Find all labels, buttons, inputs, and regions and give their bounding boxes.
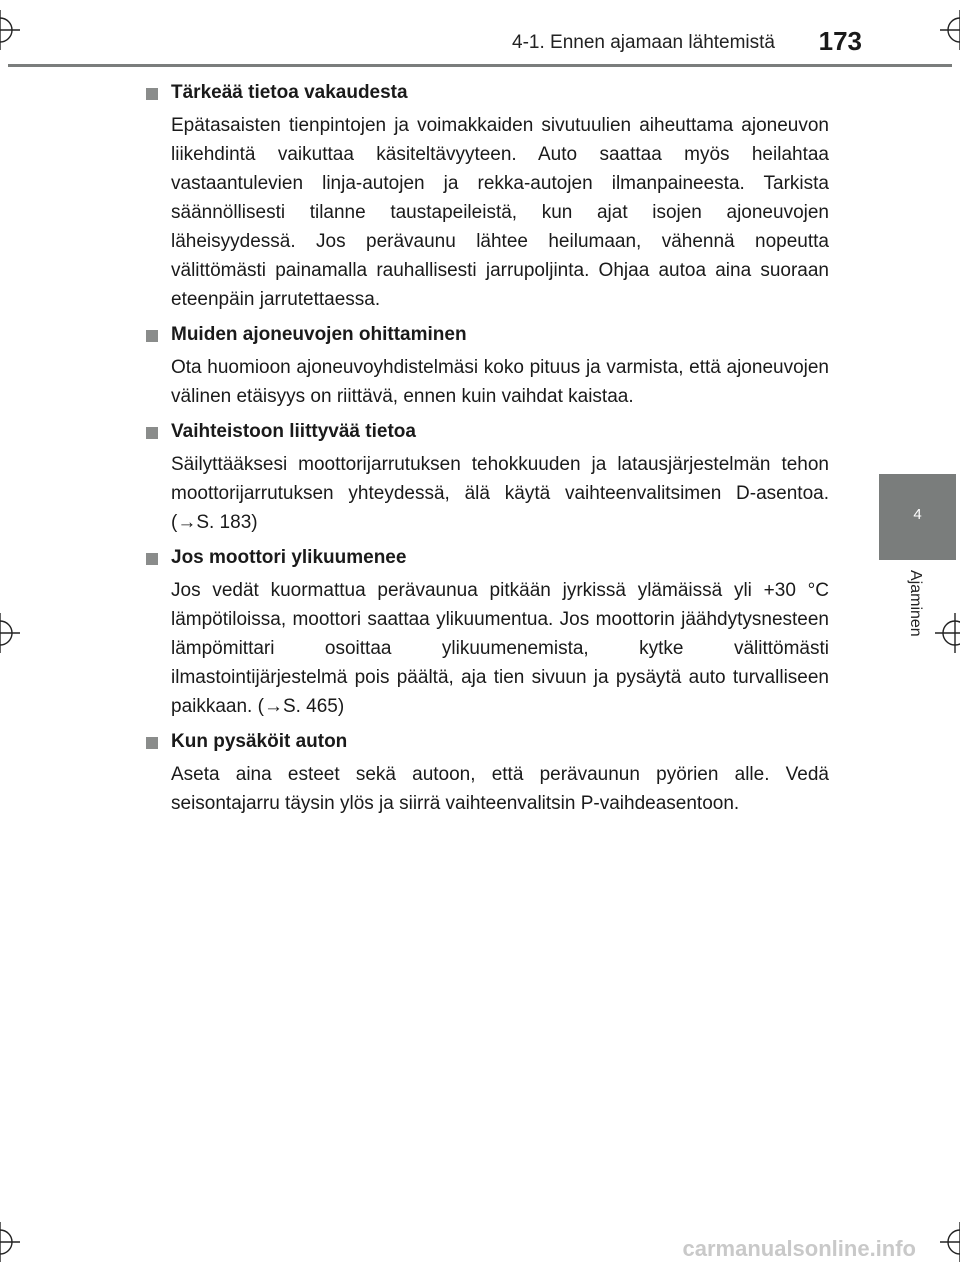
- chapter-label: Ajaminen: [907, 570, 924, 637]
- page-number: 173: [818, 26, 862, 56]
- section-title-text: Vaihteistoon liittyvää tietoa: [171, 421, 416, 442]
- section-title-text: Jos moottori ylikuumenee: [171, 547, 407, 568]
- crop-mark-bottom-right: [940, 1222, 960, 1262]
- section-title: [146, 78, 829, 108]
- square-bullet-icon: [146, 330, 158, 342]
- section-title: [146, 727, 829, 757]
- square-bullet-icon: [146, 427, 158, 439]
- section-transmission: [146, 417, 829, 537]
- section-heading: 4-1. Ennen ajamaan lähtemistä: [512, 32, 775, 53]
- page-content: [146, 78, 829, 824]
- chapter-number: 4: [913, 506, 922, 523]
- crop-mark-bottom-left: [0, 1222, 20, 1262]
- header-rule: [8, 64, 952, 67]
- chapter-tab: [879, 474, 956, 560]
- section-body: Säilyttääksesi moottorijarrutuksen tehokkuuden ja latausjärjestelmän tehon moottorijarrutuksen yhteydessä, älä käytä vaihteenvalitsimen D-asentoa. (→S. 183): [171, 454, 829, 533]
- section-title-text: Muiden ajoneuvojen ohittaminen: [171, 324, 467, 345]
- crop-mark-mid-left: [0, 613, 20, 653]
- section-title: [146, 543, 829, 573]
- section-body: Aseta aina esteet sekä autoon, että perävaunun pyörien alle. Vedä seisontajarru täysin ylös ja siirrä vaihteenvalitsin P-vaihdeasentoon.: [171, 764, 829, 814]
- section-title: [146, 417, 829, 447]
- square-bullet-icon: [146, 737, 158, 749]
- crop-mark-mid-right: [935, 613, 960, 653]
- page-header: [0, 0, 960, 68]
- section-stability: [146, 78, 829, 314]
- section-overheating: [146, 543, 829, 721]
- square-bullet-icon: [146, 553, 158, 565]
- section-overtaking: [146, 320, 829, 411]
- watermark-logo: carmanualsonline.info: [682, 1236, 916, 1261]
- section-title-text: Kun pysäköit auton: [171, 731, 348, 752]
- section-body: Ota huomioon ajoneuvoyhdistelmäsi koko pituus ja varmista, että ajoneuvojen välinen etäisyys on riittävä, ennen kuin vaihdat kaistaa.: [171, 357, 829, 407]
- section-parking: [146, 727, 829, 818]
- section-body: Jos vedät kuormattua perävaunua pitkään jyrkissä ylämäissä yli +30 °C lämpötiloissa, moottori saattaa ylikuumentua. Jos moottorin jäähdytysnesteen lämpömittari osoittaa ylikuumenemista, kytke välittömästi ilmastointijärjestelmä pois päältä, aja tien sivuun ja pysäytä auto turvalliseen paikkaan. (→S. 465): [171, 580, 829, 717]
- section-body: Epätasaisten tienpintojen ja voimakkaiden sivutuulien aiheuttama ajoneuvon liikehdintä vaikuttaa käsiteltävyyteen. Auto saattaa myös heilahtaa vastaantulevien linja-autojen ja rekka-autojen ilmanpaineesta. Tarkista säännöllisesti tilanne taustapeileistä, kun ajat isojen ajoneuvojen läheisyydessä. Jos perävaunu lähtee heilumaan, vähennä nopeutta välittömästi painamalla rauhallisesti jarrupoljinta. Ohjaa autoa aina suoraan eteenpäin jarrutettaessa.: [171, 115, 829, 310]
- square-bullet-icon: [146, 88, 158, 100]
- section-title-text: Tärkeää tietoa vakaudesta: [171, 82, 408, 103]
- section-title: [146, 320, 829, 350]
